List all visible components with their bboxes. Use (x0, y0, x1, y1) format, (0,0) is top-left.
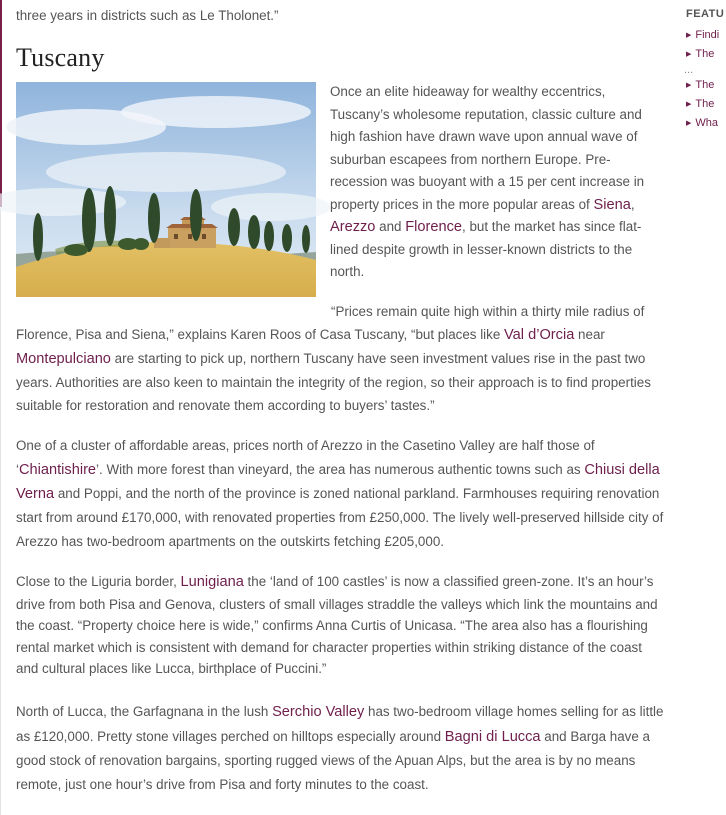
p1-text-4: , but the market has since flat-lined despite growth in lesser-known districts to the north. (330, 219, 642, 279)
sidebar-item-label: The (695, 48, 715, 60)
link-serchio-valley[interactable]: Serchio Valley (272, 704, 365, 720)
link-lunigiana[interactable]: Lunigiana (180, 574, 244, 590)
sidebar-title: FEATU (686, 8, 725, 20)
bullet-triangle-icon: ▶ (686, 82, 692, 89)
p5-text-1: North of Lucca, the Garfagnana in the lush (16, 704, 273, 719)
paragraph-4 (16, 571, 666, 680)
sidebar-item-label: The (695, 98, 715, 110)
sidebar-item-label: Wha (695, 117, 719, 129)
p3-text-3: and Poppi, and the north of the province is zoned national parkland. Farmhouses requiring renovation start from around £170,000, with renovated properties from £250,000. The lively well-preserved hillside city of Arezzo has two-bedroom apartments on the outskirts fetching £205,000. (16, 486, 664, 549)
sidebar-list-a (686, 26, 726, 64)
previous-paragraph-tail: three years in districts such as Le Tholonet.” (16, 8, 279, 23)
sidebar-item[interactable] (686, 45, 726, 64)
section-heading-tuscany: Tuscany (16, 43, 105, 72)
tuscan-villa-photo (16, 82, 316, 297)
sidebar-item-label: The (695, 79, 715, 91)
p5-text-2: has two-bedroom village homes selling for as little as £120,000. Pretty stone villages perched on hilltops especially around (16, 704, 664, 744)
paragraph-5 (16, 700, 666, 796)
left-accent-bar (0, 0, 2, 207)
bullet-triangle-icon: ▶ (686, 120, 692, 127)
link-chiusi-della-verna[interactable]: Chiusi della Verna (16, 462, 660, 502)
link-bagni-di-lucca[interactable]: Bagni di Lucca (444, 728, 541, 745)
p4-text-1: Close to the Liguria border, (16, 574, 181, 589)
sidebar-ellipsis: ... (684, 64, 694, 76)
p5-text-3: and Barga have a good stock of renovation bargains, sporting rugged views of the Apuan Alps, but the area is by no means remote, just one hour’s drive from Pisa and forty minutes to the coast. (16, 728, 650, 792)
bullet-triangle-icon: ▶ (686, 32, 692, 39)
sidebar-item[interactable] (686, 114, 726, 133)
link-chiantishire[interactable]: Chiantishire (18, 462, 97, 478)
bullet-triangle-icon: ▶ (686, 51, 692, 58)
link-arezzo[interactable]: Arezzo (330, 219, 376, 235)
p2-text-3: are starting to pick up, northern Tuscany have seen investment values rise in the past two years. Authorities are also keen to maintain the integrity of the region, so their approach is to find properties suitable for restoration and renovate them according to buyers’ tastes.” (16, 351, 651, 413)
p1-text-1: Once an elite hideaway for wealthy eccentrics, Tuscany’s wholesome reputation, classic culture and high fashion have drawn wave upon annual wave of suburban escapees from northern Europe. Pre-recession was buoyant with a 15 per cent increase in property prices in the more popular areas of (330, 84, 645, 212)
link-siena[interactable]: Siena (593, 196, 631, 213)
link-val-dorcia[interactable]: Val d’Orcia (504, 327, 575, 343)
p3-text-1: One of a cluster of affordable areas, prices north of Arezzo in the Casetino Valley are half those of ‘ (16, 438, 595, 477)
p1-text-2: , (630, 196, 635, 212)
p4-text-2: the ‘land of 100 castles’ is now a classified green-zone. It’s an hour’s drive from both Pisa and Genova, clusters of small villages straddle the valleys which link the mountains and the coast. “Property choice here is wide,” confirms Anna Curtis of Unicasa. “The area also has a flourishing rental market which is consistent with demand for character properties within striking distance of the coast and cultural places like Lucca, birthplace of Puccini.” (16, 574, 658, 676)
paragraph-2 (16, 300, 666, 417)
sidebar-list-b (686, 76, 726, 133)
sidebar-item-label: Findi (695, 29, 720, 41)
paragraph-3 (16, 434, 666, 554)
sidebar-item[interactable] (686, 76, 726, 95)
link-florence[interactable]: Florence (405, 219, 462, 235)
features-sidebar (686, 8, 726, 133)
p2-text-2: near (574, 327, 605, 342)
p2-text-1: “Prices remain quite high within a thirty mile radius of Florence, Pisa and Siena,” explains Karen Roos of Casa Tuscany, “but places like (16, 304, 645, 342)
paragraph-1 (330, 81, 660, 284)
left-border-line (0, 207, 1, 815)
p3-text-2: ’. With more forest than vineyard, the area has numerous authentic towns such as (96, 462, 585, 477)
link-montepulciano[interactable]: Montepulciano (16, 351, 111, 367)
p1-text-3: and (375, 219, 406, 234)
sidebar-item[interactable] (686, 95, 726, 114)
bullet-triangle-icon: ▶ (686, 101, 692, 108)
sidebar-item[interactable] (686, 26, 726, 45)
